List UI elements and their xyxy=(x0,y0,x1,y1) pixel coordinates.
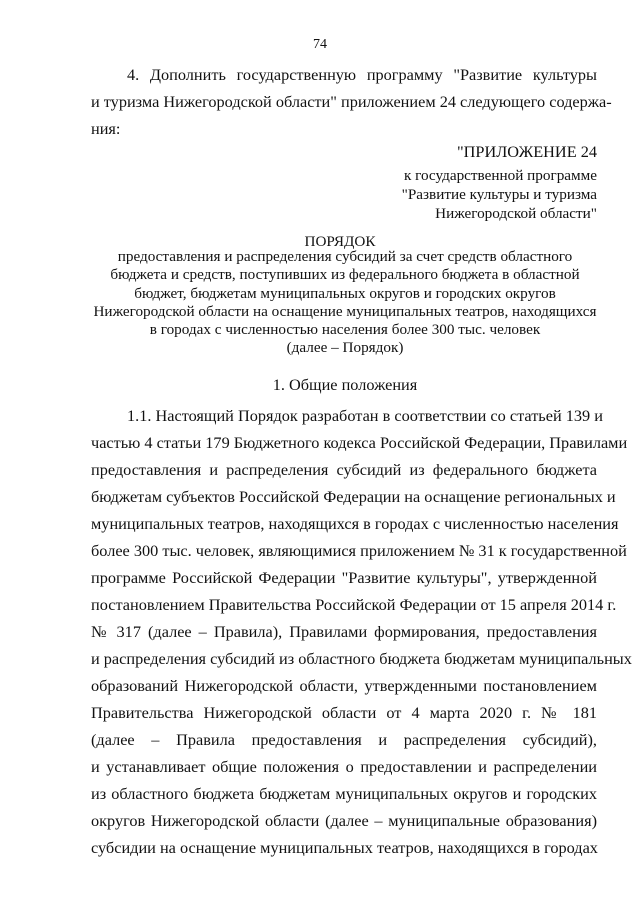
order-subtitle-line: бюджет, бюджетам муниципальных округов и городских округов xyxy=(134,284,556,302)
paragraph-line: предоставления и распределения субсидий из федерального бюджета xyxy=(91,460,597,479)
paragraph-line: муниципальных театров, находящихся в городах с численностью населения xyxy=(91,514,619,533)
paragraph-line: постановлением Правительства Российской Федерации от 15 апреля 2014 г. xyxy=(91,595,617,614)
paragraph-line: из областного бюджета бюджетам муниципальных округов и городских xyxy=(91,784,597,803)
page-number: 74 xyxy=(313,37,327,52)
intro-line: 4. Дополнить государственную программу "Развитие культуры xyxy=(127,65,597,84)
appendix-subtitle xyxy=(402,166,597,223)
paragraph-line: (далее – Правила предоставления и распределения субсидий), xyxy=(91,730,597,749)
appendix-subtitle-line: к государственной программе xyxy=(403,167,597,184)
order-subtitle-line: предоставления и распределения субсидий за счет средств областного xyxy=(117,248,573,265)
paragraph-line: программе Российской Федерации "Развитие культуры", утвержденной xyxy=(91,568,597,587)
paragraph-line: и распределения субсидий из областного бюджета бюджетам муниципальных xyxy=(91,649,632,668)
appendix-title: "ПРИЛОЖЕНИЕ 24 xyxy=(457,142,597,161)
intro-paragraph xyxy=(91,61,612,142)
paragraph-line: и устанавливает общие положения о предоставлении и распределении xyxy=(91,757,597,776)
order-subtitle-line: в городах с численностью населения более 300 тыс. человек xyxy=(149,321,541,339)
paragraph-line: 1.1. Настоящий Порядок разработан в соответствии со статьей 139 и xyxy=(127,406,603,425)
intro-line: и туризма Нижегородской области" приложением 24 следующего содержа- xyxy=(91,92,612,111)
intro-line: ния: xyxy=(91,119,121,138)
order-subtitle xyxy=(0,248,640,358)
order-subtitle-line: (далее – Порядок) xyxy=(286,339,404,357)
order-title: ПОРЯДОК xyxy=(304,233,376,250)
paragraph-line: более 300 тыс. человек, являющимися приложением № 31 к государственной xyxy=(91,541,627,560)
paragraph-line: частью 4 статьи 179 Бюджетного кодекса Российской Федерации, Правилами xyxy=(91,433,628,452)
paragraph-line: Правительства Нижегородской области от 4 марта 2020 г. № 181 xyxy=(91,703,597,722)
appendix-subtitle-line: "Развитие культуры и туризма xyxy=(401,186,597,203)
order-subtitle-line: бюджета и средств, поступивших из федерального бюджета в областной xyxy=(110,266,580,284)
paragraph-line: образований Нижегородской области, утвержденными постановлением xyxy=(91,676,597,695)
paragraph-line: округов Нижегородской области (далее – муниципальные образования) xyxy=(91,811,597,830)
paragraph-line: бюджетам субъектов Российской Федерации на оснащение региональных и xyxy=(91,487,616,506)
section-heading: 1. Общие положения xyxy=(272,375,418,394)
section-paragraph xyxy=(91,402,632,861)
paragraph-line: № 317 (далее – Правила), Правилами формирования, предоставления xyxy=(91,622,597,641)
paragraph-line: субсидии на оснащение муниципальных театров, находящихся в городах xyxy=(91,838,598,857)
appendix-subtitle-line: Нижегородской области" xyxy=(435,205,597,222)
order-subtitle-line: Нижегородской области на оснащение муниципальных театров, находящихся xyxy=(93,302,597,320)
